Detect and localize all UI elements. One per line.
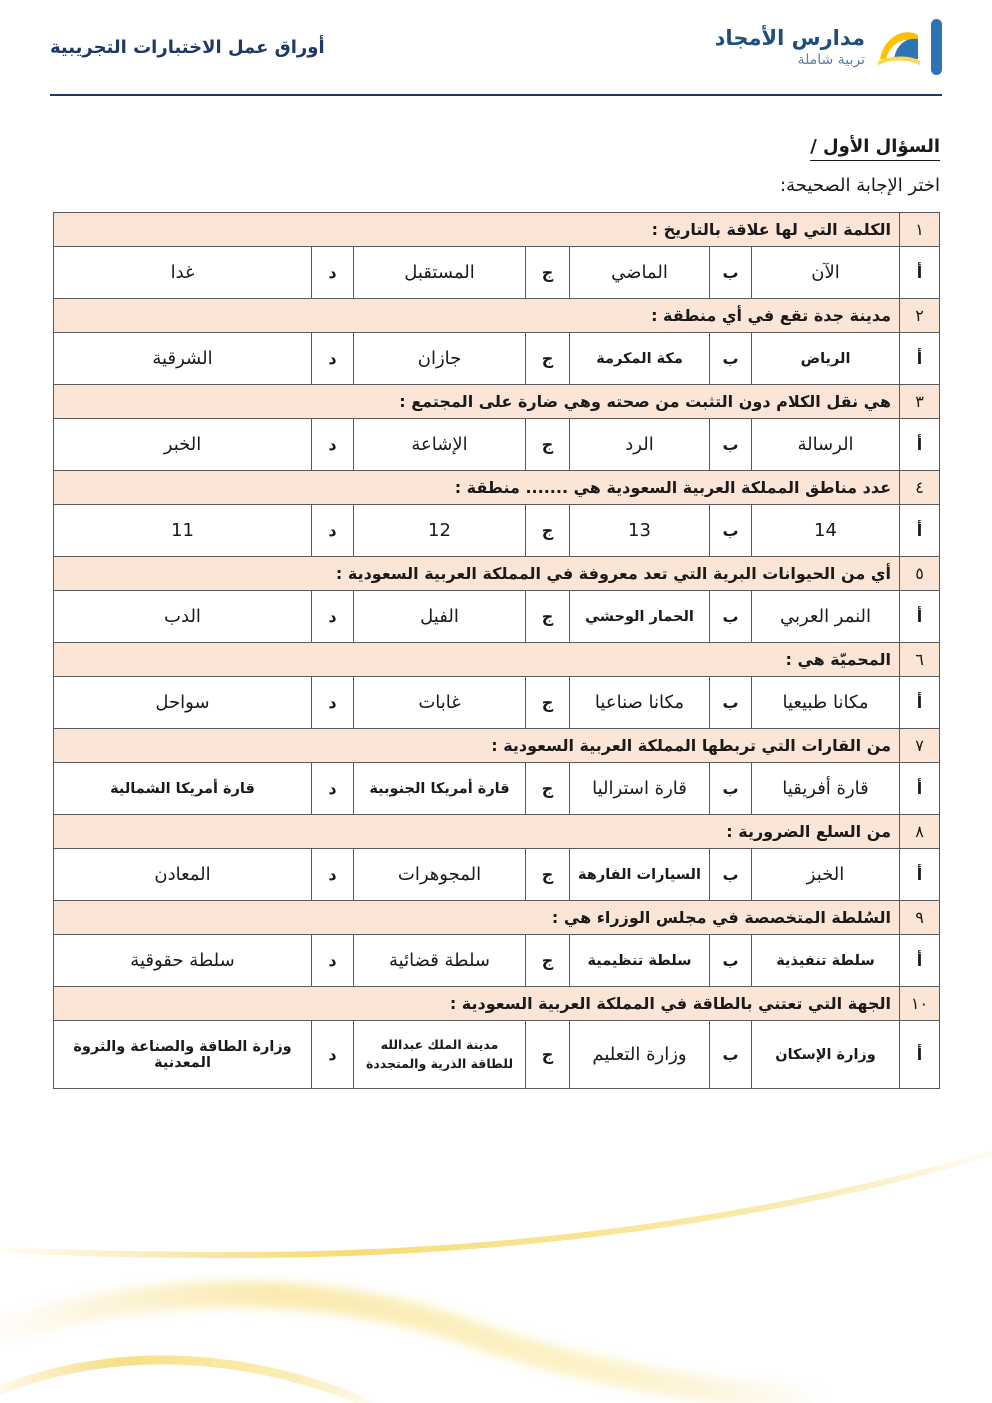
option-text: المجوهرات <box>354 849 526 901</box>
question-text: أي من الحيوانات البرية التي تعد معروفة في المملكة العربية السعودية : <box>54 557 900 591</box>
option-letter: ب <box>710 419 752 471</box>
question-header-row <box>54 299 940 333</box>
option-text: الحمار الوحشي <box>570 591 710 643</box>
answer-row <box>54 333 940 385</box>
question-number: ٨ <box>900 815 940 849</box>
quiz-table <box>53 212 940 1089</box>
option-letter: أ <box>900 247 940 299</box>
option-text: سلطة تنظيمية <box>570 935 710 987</box>
option-letter: ج <box>526 935 570 987</box>
option-letter: ب <box>710 1021 752 1089</box>
option-letter: ب <box>710 247 752 299</box>
option-text: مدينة الملك عبدالله للطاقة الذرية والمتجددة <box>354 1021 526 1089</box>
answer-row <box>54 505 940 557</box>
option-text: الماضي <box>570 247 710 299</box>
option-text: 12 <box>354 505 526 557</box>
option-text: الخبر <box>54 419 312 471</box>
option-letter: أ <box>900 935 940 987</box>
answer-row <box>54 935 940 987</box>
option-letter: أ <box>900 591 940 643</box>
question-header-row <box>54 643 940 677</box>
answer-row <box>54 849 940 901</box>
answer-row <box>54 591 940 643</box>
option-letter: ج <box>526 419 570 471</box>
option-letter: د <box>312 677 354 729</box>
option-text: المعادن <box>54 849 312 901</box>
question-header-row <box>54 729 940 763</box>
option-text: المستقبل <box>354 247 526 299</box>
school-tagline: تربية شاملة <box>797 51 865 68</box>
question-number: ٣ <box>900 385 940 419</box>
option-text: جازان <box>354 333 526 385</box>
option-text: الإشاعة <box>354 419 526 471</box>
option-letter: ب <box>710 763 752 815</box>
option-text: قارة استراليا <box>570 763 710 815</box>
option-letter: د <box>312 247 354 299</box>
option-text: قارة أمريكا الشمالية <box>54 763 312 815</box>
option-letter: أ <box>900 763 940 815</box>
logo-bar <box>931 19 942 75</box>
option-letter: أ <box>900 849 940 901</box>
option-text: الرد <box>570 419 710 471</box>
question-text: عدد مناطق المملكة العربية السعودية هي ....... منطقة : <box>54 471 900 505</box>
option-text: قارة أمريكا الجنوبية <box>354 763 526 815</box>
answer-row <box>54 763 940 815</box>
question-text: من السلع الضرورية : <box>54 815 900 849</box>
question-header-row <box>54 213 940 247</box>
option-text: الآن <box>752 247 900 299</box>
option-letter: أ <box>900 1021 940 1089</box>
answer-row <box>54 1021 940 1089</box>
question-text: الجهة التي تعتني بالطاقة في المملكة العربية السعودية : <box>54 987 900 1021</box>
option-letter: د <box>312 935 354 987</box>
option-letter: د <box>312 763 354 815</box>
option-letter: د <box>312 1021 354 1089</box>
option-text: السيارات الفارهة <box>570 849 710 901</box>
option-letter: د <box>312 333 354 385</box>
option-text: وزارة الطاقة والصناعة والثروة المعدنية <box>54 1021 312 1089</box>
option-text: مكة المكرمة <box>570 333 710 385</box>
question-number: ١ <box>900 213 940 247</box>
section-title <box>52 136 940 157</box>
option-text: غدا <box>54 247 312 299</box>
option-letter: ج <box>526 763 570 815</box>
option-letter: د <box>312 505 354 557</box>
school-logo <box>715 19 942 75</box>
page-header <box>50 0 942 96</box>
option-text: الدب <box>54 591 312 643</box>
question-number: ٦ <box>900 643 940 677</box>
question-text: المحميّة هي : <box>54 643 900 677</box>
decorative-swoosh <box>0 1103 992 1403</box>
logo-text <box>715 26 865 67</box>
option-text: مكانا طبيعيا <box>752 677 900 729</box>
option-letter: ب <box>710 935 752 987</box>
option-letter: أ <box>900 333 940 385</box>
option-text: 13 <box>570 505 710 557</box>
answer-row <box>54 677 940 729</box>
question-text: مدينة جدة تقع في أي منطقة : <box>54 299 900 333</box>
instruction-text: اختر الإجابة الصحيحة: <box>780 175 940 196</box>
question-header-row <box>54 557 940 591</box>
option-text: 14 <box>752 505 900 557</box>
question-text: هي نقل الكلام دون التثبت من صحته وهي ضارة على المجتمع : <box>54 385 900 419</box>
school-name: مدارس الأمجاد <box>714 26 865 51</box>
option-letter: ج <box>526 333 570 385</box>
option-text: النمر العربي <box>752 591 900 643</box>
option-letter: ج <box>526 591 570 643</box>
question-header-row <box>54 987 940 1021</box>
option-text: قارة أفريقيا <box>752 763 900 815</box>
option-text: سواحل <box>54 677 312 729</box>
question-number: ٧ <box>900 729 940 763</box>
question-text: الكلمة التي لها علاقة بالتاريخ : <box>54 213 900 247</box>
option-letter: د <box>312 849 354 901</box>
question-text: السُلطة المتخصصة في مجلس الوزراء هي : <box>54 901 900 935</box>
question-number: ٢ <box>900 299 940 333</box>
option-letter: ج <box>526 505 570 557</box>
school-logo-icon <box>874 21 922 73</box>
option-letter: أ <box>900 505 940 557</box>
question-number: ١٠ <box>900 987 940 1021</box>
option-text: سلطة حقوقية <box>54 935 312 987</box>
option-text: غابات <box>354 677 526 729</box>
option-text: وزارة التعليم <box>570 1021 710 1089</box>
option-letter: د <box>312 591 354 643</box>
question-text: من القارات التي تربطها المملكة العربية السعودية : <box>54 729 900 763</box>
option-letter: ب <box>710 677 752 729</box>
question-number: ٥ <box>900 557 940 591</box>
question-header-row <box>54 901 940 935</box>
option-letter: ج <box>526 849 570 901</box>
option-text: مكانا صناعيا <box>570 677 710 729</box>
section-title-text: السؤال الأول / <box>810 136 940 161</box>
option-text: 11 <box>54 505 312 557</box>
document-title: أوراق عمل الاختبارات التجريبية <box>50 36 325 58</box>
option-letter: ج <box>526 247 570 299</box>
question-number: ٩ <box>900 901 940 935</box>
option-text: الخبز <box>752 849 900 901</box>
option-letter: ب <box>710 849 752 901</box>
question-header-row <box>54 385 940 419</box>
option-letter: ب <box>710 333 752 385</box>
option-text: وزارة الإسكان <box>752 1021 900 1089</box>
main-content <box>0 136 992 1089</box>
option-text: سلطة قضائية <box>354 935 526 987</box>
question-header-row <box>54 815 940 849</box>
option-text: سلطة تنفيذية <box>752 935 900 987</box>
option-text: الفيل <box>354 591 526 643</box>
question-header-row <box>54 471 940 505</box>
option-text: الشرقية <box>54 333 312 385</box>
option-text: الرسالة <box>752 419 900 471</box>
question-number: ٤ <box>900 471 940 505</box>
option-text: الرياض <box>752 333 900 385</box>
option-letter: ب <box>710 591 752 643</box>
option-letter: ب <box>710 505 752 557</box>
option-letter: ج <box>526 677 570 729</box>
option-letter: د <box>312 419 354 471</box>
answer-row <box>54 419 940 471</box>
option-letter: ج <box>526 1021 570 1089</box>
option-letter: أ <box>900 677 940 729</box>
option-letter: أ <box>900 419 940 471</box>
answer-row <box>54 247 940 299</box>
